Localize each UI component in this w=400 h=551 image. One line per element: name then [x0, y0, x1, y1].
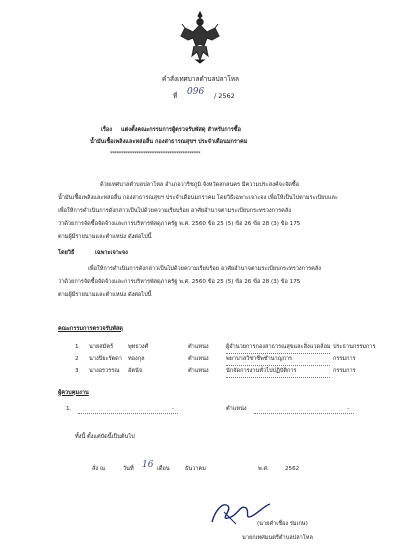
inspector-position-label: ตำแหน่ง: [226, 406, 247, 412]
body-p1-line-4: ว่าด้วยการจัดซื้อจัดจ้างและการบริหารพัสดุภาครัฐ พ.ศ. 2560 ข้อ 25 (5) ข้อ 26 ข้อ 28 (3) ข้อ 175: [58, 221, 301, 227]
closing-text: ทั้งนี้ ตั้งแต่บัดนี้เป็นต้นไป: [75, 434, 135, 440]
member-position: พยาบาลวิชาชีพชำนาญการ: [226, 356, 292, 362]
member-number: 2: [75, 356, 79, 362]
body-p1-line-2: น้ำมันเชื้อเพลิงและหล่อลื่น กองสาธารณสุขฯ ประจำเดือนมกราคม โดยวิธีเฉพาะเจาะจง เพื่อให้เป็นไปตามระเบียบและ: [58, 195, 338, 201]
body-p2-line-3: ตามผู้มีรายนามและตำแหน่ง ดังต่อไปนี้: [58, 292, 152, 298]
member-last-name: พุทธวงศ์: [128, 344, 149, 350]
body-p2-line-1: เพื่อให้การดำเนินการดังกล่าวเป็นไปด้วยความเรียบร้อย อาศัยอำนาจตามระเบียบกระทรวงการคลัง: [88, 266, 322, 272]
inspector-name: -: [172, 406, 175, 412]
order-number-year: / 2562: [214, 92, 235, 100]
subject-separator: *****************************************: [110, 151, 201, 157]
method-label: โดยวิธี: [58, 250, 75, 256]
order-month-value: ธันวาคม: [185, 466, 206, 472]
subject-line-2: น้ำมันเชื้อเพลิงและหล่อลื่น กองสาธารณสุขฯ ประจำเดือนมกราคม: [90, 139, 248, 145]
member-position: นักจัดการงานทั่วไปปฏิบัติการ: [226, 368, 297, 374]
member-first-name: นายสมัคร์: [89, 344, 114, 350]
member-position-underline: [226, 353, 330, 354]
body-p1-line-5: ตามผู้มีรายนามและตำแหน่ง ดังต่อไปนี้: [58, 234, 152, 240]
member-position-label: ตำแหน่ง: [188, 356, 209, 362]
order-month-label: เดือน: [157, 466, 170, 472]
garuda-emblem: [179, 10, 221, 64]
method-value: เฉพาะเจาะจง: [95, 250, 128, 256]
member-number: 3: [75, 368, 79, 374]
signer-name: (นายคำเชื่อง ร่มเกษ): [257, 521, 308, 527]
inspector-name-line: [78, 413, 178, 414]
member-number: 1: [75, 344, 79, 350]
order-day-label: วันที่: [123, 466, 134, 472]
member-position-label: ตำแหน่ง: [188, 344, 209, 350]
committee-heading: คณะกรรมการตรวจรับพัสดุ: [58, 326, 123, 332]
member-first-name: นางปิยะรัตดา: [89, 356, 122, 362]
inspector-number: 1.: [66, 406, 72, 412]
subject-line-1: แต่งตั้งคณะกรรมการผู้ตรวจรับพัสดุ สำหรับการซื้อ: [121, 127, 241, 133]
member-role: ประธานกรรมการ: [333, 344, 376, 350]
order-day-handwritten: 16: [142, 460, 154, 470]
member-position: ผู้อำนวยการกองสาธารณสุขและสิ่งแวดล้อม: [226, 344, 331, 350]
body-p2-line-2: ว่าด้วยการจัดซื้อจัดจ้างและการบริหารพัสดุภาครัฐ พ.ศ. 2560 ข้อ 25 (5) ข้อ 26 ข้อ 28 (3) ข้อ 175: [58, 279, 301, 285]
member-position-label: ตำแหน่ง: [188, 368, 209, 374]
inspector-position-line: [254, 413, 354, 414]
member-role: กรรมการ: [333, 368, 356, 374]
body-p1-line-3: เพื่อให้การดำเนินการดังกล่าวเป็นไปด้วยความเรียบร้อย อาศัยอำนาจตามระเบียบกระทรวงการคลัง: [58, 208, 292, 214]
member-first-name: นางอรวรรณ: [89, 368, 120, 374]
signer-title: นายกเทศมนตรีตำบลปลาโหล: [242, 535, 313, 541]
order-year-value: 2562: [285, 466, 300, 472]
member-position-underline: [226, 377, 330, 378]
member-position-underline: [226, 365, 330, 366]
subject-label: เรื่อง: [101, 127, 113, 133]
inspector-heading: ผู้ควบคุมงาน: [58, 390, 89, 396]
member-role: กรรมการ: [333, 356, 356, 362]
order-title: คำสั่งเทศบาลตำบลปลาโหล: [162, 75, 240, 83]
order-number-handwritten: 096: [187, 87, 205, 97]
inspector-position-value: -: [347, 406, 350, 412]
order-number-label: ที่: [173, 92, 178, 100]
order-place-label: สั่ง ณ: [92, 466, 106, 472]
member-last-name: ทองกุล: [128, 356, 145, 362]
member-last-name: อัตนัจ: [128, 368, 143, 374]
order-year-label: พ.ศ.: [258, 466, 269, 472]
body-p1-line-1: ด้วยเทศบาลตำบลปลาโหล อำเภอวาริชภูมิ จังหวัดสกลนคร มีความประสงค์จะจัดซื้อ: [100, 182, 300, 188]
